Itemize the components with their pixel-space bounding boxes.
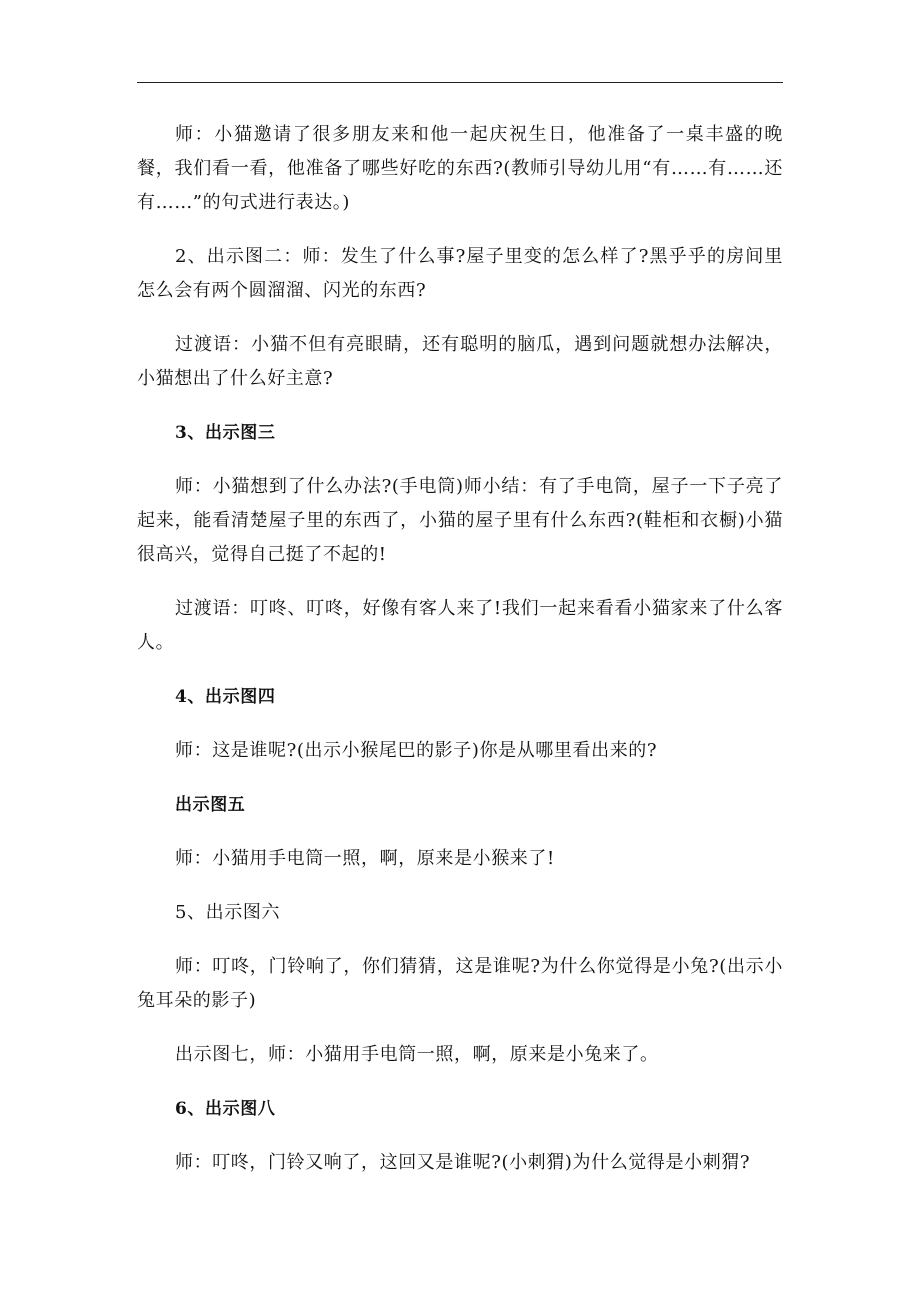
paragraph-monkey-arrives: 师：小猫用手电筒一照，啊，原来是小猴来了! xyxy=(175,848,555,869)
header-rule xyxy=(137,82,783,83)
heading-show-picture-three: 3、出示图三 xyxy=(175,423,276,443)
document-body xyxy=(137,118,783,1180)
paragraph-hedgehog: 师：叮咚，门铃又响了，这回又是谁呢?(小刺猬)为什么觉得是小刺猬? xyxy=(175,1152,751,1173)
paragraph-show-picture-six: 5、出示图六 xyxy=(175,902,281,923)
paragraph-transition-guests: 过渡语：叮咚、叮咚，好像有客人来了!我们一起来看看小猫家来了什么客人。 xyxy=(137,598,783,653)
paragraph-rabbit-arrives: 出示图七，师：小猫用手电筒一照，啊，原来是小兔来了。 xyxy=(175,1044,659,1065)
paragraph-rabbit-ears: 师：叮咚，门铃响了，你们猜猜，这是谁呢?为什么你觉得是小兔?(出示小兔耳朵的影子) xyxy=(137,956,783,1011)
heading-show-picture-eight: 6、出示图八 xyxy=(175,1099,276,1119)
paragraph-birthday-dinner: 师：小猫邀请了很多朋友来和他一起庆祝生日，他准备了一桌丰盛的晚餐，我们看一看，他准备了哪些好吃的东西?(教师引导幼儿用“有……有……还有……”的句式进行表达。) xyxy=(137,124,783,213)
paragraph-monkey-tail: 师：这是谁呢?(出示小猴尾巴的影子)你是从哪里看出来的? xyxy=(175,740,658,761)
heading-show-picture-five: 出示图五 xyxy=(175,795,246,815)
heading-show-picture-four: 4、出示图四 xyxy=(175,687,276,707)
paragraph-transition-idea: 过渡语：小猫不但有亮眼睛，还有聪明的脑瓜，遇到问题就想办法解决，小猫想出了什么好主意? xyxy=(137,334,783,389)
paragraph-show-picture-two: 2、出示图二：师：发生了什么事?屋子里变的怎么样了?黑乎乎的房间里怎么会有两个圆溜溜、闪光的东西? xyxy=(137,246,783,301)
paragraph-flashlight: 师：小猫想到了什么办法?(手电筒)师小结：有了手电筒，屋子一下子亮了起来，能看清楚屋子里的东西了，小猫的屋子里有什么东西?(鞋柜和衣橱)小猫很高兴，觉得自己挺了不起的! xyxy=(137,476,783,565)
